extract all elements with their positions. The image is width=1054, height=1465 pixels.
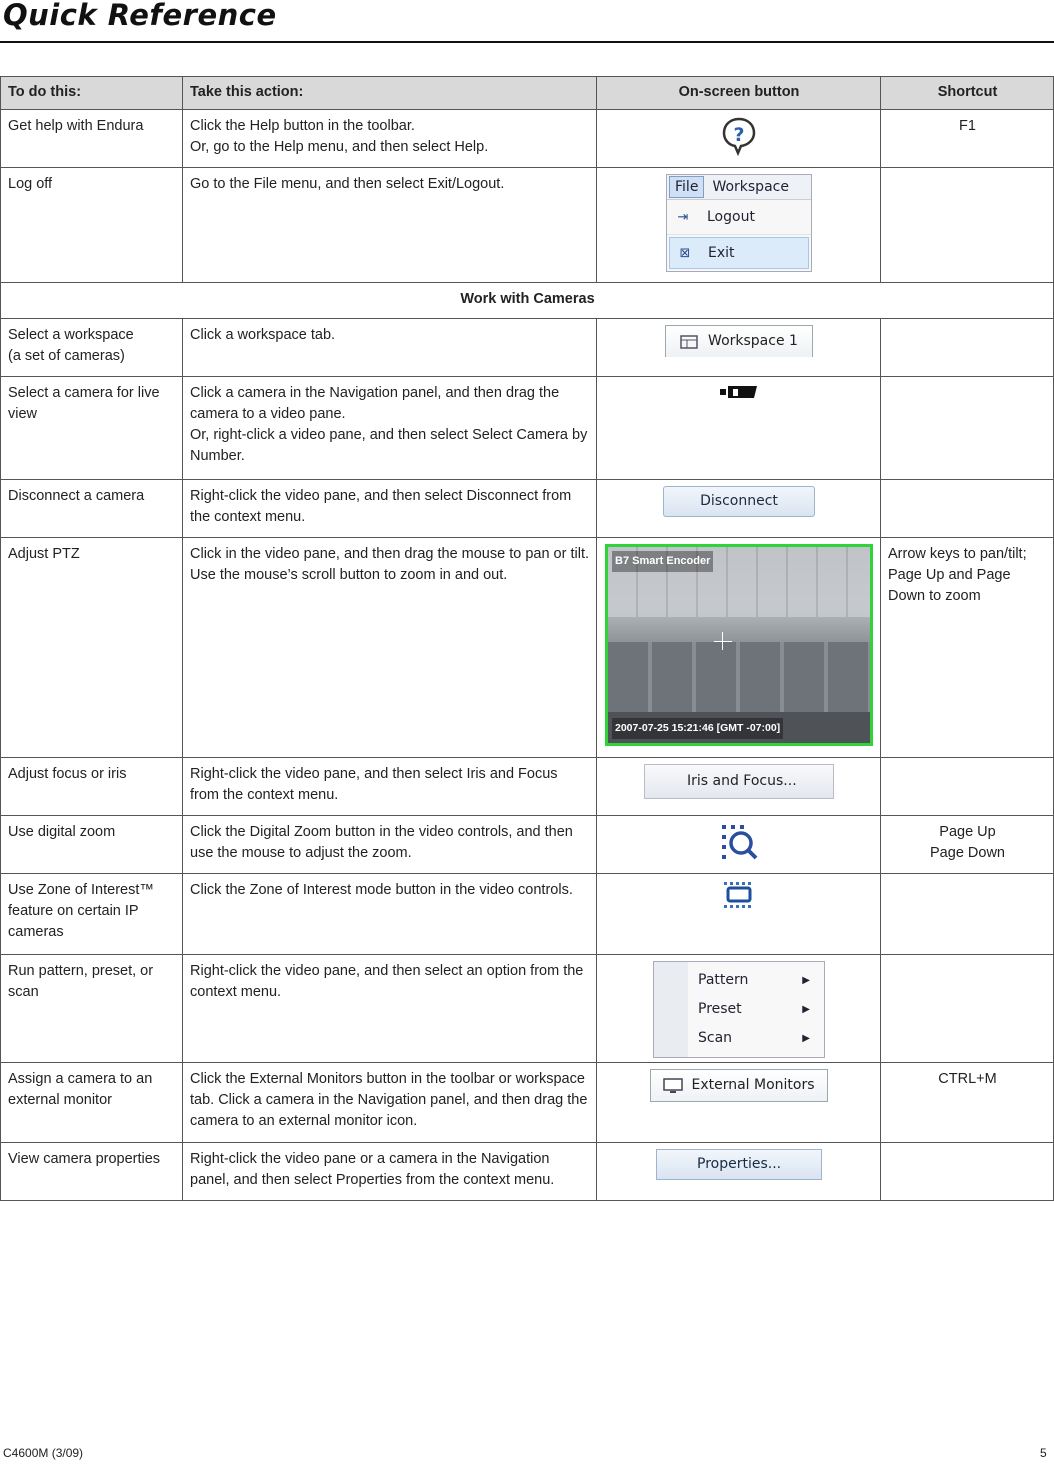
- page-title: Quick Reference: [3, 0, 277, 32]
- table-row: [1, 874, 1054, 955]
- table-row: [1, 538, 1054, 758]
- table-row: [1, 816, 1054, 874]
- video-overlay-timestamp: 2007-07-25 15:21:46 [GMT -07:00]: [612, 718, 783, 739]
- camera-icon[interactable]: [719, 383, 759, 401]
- table-row: [1, 110, 1054, 168]
- shortcut-cell: Page Up Page Down: [881, 816, 1054, 874]
- section-heading: Work with Cameras: [1, 283, 1054, 319]
- header-onscreen-button: On-screen button: [597, 77, 881, 110]
- task-cell: Adjust PTZ: [1, 538, 183, 758]
- footer-doc-id: C4600M (3/09): [3, 1446, 84, 1460]
- table-row: [1, 168, 1054, 283]
- menu-item-pattern[interactable]: Pattern ▶: [654, 966, 824, 995]
- task-cell: Run pattern, preset, or scan: [1, 955, 183, 1063]
- workspace-grid-icon: [680, 335, 698, 349]
- section-row: [1, 283, 1054, 319]
- task-cell: Adjust focus or iris: [1, 758, 183, 816]
- action-cell: Click a camera in the Navigation panel, and then drag the camera to a video pane. Or, right-click a video pane, and then select Select Camera by Number.: [183, 377, 597, 480]
- cubicle-walls: [608, 642, 870, 712]
- table-row: [1, 1143, 1054, 1201]
- shortcut-cell: [881, 1143, 1054, 1201]
- button-cell: [597, 168, 881, 283]
- task-cell: Assign a camera to an external monitor: [1, 1063, 183, 1143]
- shortcut-cell: CTRL+M: [881, 1063, 1054, 1143]
- button-cell: [597, 110, 881, 168]
- task-cell: Select a workspace (a set of cameras): [1, 319, 183, 377]
- table-row: [1, 319, 1054, 377]
- task-cell: Use digital zoom: [1, 816, 183, 874]
- menu-item-scan[interactable]: Scan ▶: [654, 1024, 824, 1053]
- shortcut-cell: [881, 319, 1054, 377]
- iris-focus-menu-item[interactable]: Iris and Focus...: [644, 764, 834, 799]
- submenu-arrow-icon: ▶: [802, 1033, 810, 1044]
- video-pane[interactable]: [605, 544, 873, 746]
- logout-icon: ⇥: [677, 209, 689, 225]
- table-row: [1, 480, 1054, 538]
- task-cell: Select a camera for live view: [1, 377, 183, 480]
- button-cell: [597, 480, 881, 538]
- task-cell: Log off: [1, 168, 183, 283]
- button-cell: [597, 816, 881, 874]
- shortcut-cell: [881, 874, 1054, 955]
- footer-page-number: 5: [1040, 1446, 1047, 1460]
- button-cell: [597, 874, 881, 955]
- header-shortcut: Shortcut: [881, 77, 1054, 110]
- shortcut-cell: Arrow keys to pan/tilt; Page Up and Page Down to zoom: [881, 538, 1054, 758]
- shortcut-cell: F1: [881, 110, 1054, 168]
- task-cell: View camera properties: [1, 1143, 183, 1201]
- monitor-icon: [663, 1078, 683, 1094]
- action-cell: Click the Digital Zoom button in the video controls, and then use the mouse to adjust the zoom.: [183, 816, 597, 874]
- task-cell: Use Zone of Interest™ feature on certain IP cameras: [1, 874, 183, 955]
- action-cell: Click a workspace tab.: [183, 319, 597, 377]
- table-row: [1, 1063, 1054, 1143]
- quick-reference-table: [0, 76, 1054, 1201]
- task-cell: Disconnect a camera: [1, 480, 183, 538]
- button-cell: [597, 1063, 881, 1143]
- table-header-row: [1, 77, 1054, 110]
- header-action: Take this action:: [183, 77, 597, 110]
- ptz-crosshair-icon: [714, 632, 732, 650]
- video-overlay-top: B7 Smart Encoder: [612, 551, 713, 572]
- action-cell: Click the Help button in the toolbar. Or, go to the Help menu, and then select Help.: [183, 110, 597, 168]
- workspace-menu-tab[interactable]: Workspace: [712, 178, 789, 195]
- svg-text:?: ?: [733, 124, 745, 146]
- shortcut-cell: [881, 480, 1054, 538]
- file-menu-tab[interactable]: File: [669, 176, 704, 198]
- task-cell: Get help with Endura: [1, 110, 183, 168]
- menu-item-preset[interactable]: Preset ▶: [654, 995, 824, 1024]
- help-icon[interactable]: [721, 116, 757, 156]
- submenu-arrow-icon: ▶: [802, 975, 810, 986]
- shortcut-cell: [881, 168, 1054, 283]
- action-cell: Right-click the video pane, and then select Disconnect from the context menu.: [183, 480, 597, 538]
- submenu-arrow-icon: ▶: [802, 1004, 810, 1015]
- workspace-tab-button[interactable]: Workspace 1: [665, 325, 813, 357]
- disconnect-button[interactable]: Disconnect: [663, 486, 815, 517]
- button-cell: [597, 955, 881, 1063]
- button-cell: [597, 319, 881, 377]
- menu-item-logout[interactable]: Logout: [707, 208, 755, 225]
- shortcut-cell: [881, 377, 1054, 480]
- action-cell: Go to the File menu, and then select Exit/Logout.: [183, 168, 597, 283]
- action-cell: Right-click the video pane, and then select an option from the context menu.: [183, 955, 597, 1063]
- action-cell: Click the Zone of Interest mode button in the video controls.: [183, 874, 597, 955]
- exit-icon: ⊠: [679, 245, 691, 261]
- action-cell: Right-click the video pane, and then select Iris and Focus from the context menu.: [183, 758, 597, 816]
- zone-of-interest-icon[interactable]: [722, 880, 756, 910]
- action-cell: Click in the video pane, and then drag the mouse to pan or tilt. Use the mouse’s scroll button to zoom in and out.: [183, 538, 597, 758]
- header-task: To do this:: [1, 77, 183, 110]
- title-divider: [0, 41, 1054, 43]
- digital-zoom-icon[interactable]: [719, 822, 759, 862]
- shortcut-cell: [881, 955, 1054, 1063]
- external-monitors-button[interactable]: External Monitors: [650, 1069, 827, 1102]
- properties-menu-item[interactable]: Properties...: [656, 1149, 822, 1180]
- table-row: [1, 758, 1054, 816]
- button-cell: [597, 1143, 881, 1201]
- file-menu: [666, 174, 812, 272]
- menu-item-exit[interactable]: Exit: [708, 244, 735, 261]
- button-cell: [597, 538, 881, 758]
- button-cell: [597, 758, 881, 816]
- table-row: [1, 955, 1054, 1063]
- action-cell: Right-click the video pane or a camera in the Navigation panel, and then select Properties from the context menu.: [183, 1143, 597, 1201]
- table-row: [1, 377, 1054, 480]
- ptz-context-menu: [653, 961, 825, 1058]
- shortcut-cell: [881, 758, 1054, 816]
- action-cell: Click the External Monitors button in the toolbar or workspace tab. Click a camera in the Navigation panel, and then drag the camera to an external monitor icon.: [183, 1063, 597, 1143]
- button-cell: [597, 377, 881, 480]
